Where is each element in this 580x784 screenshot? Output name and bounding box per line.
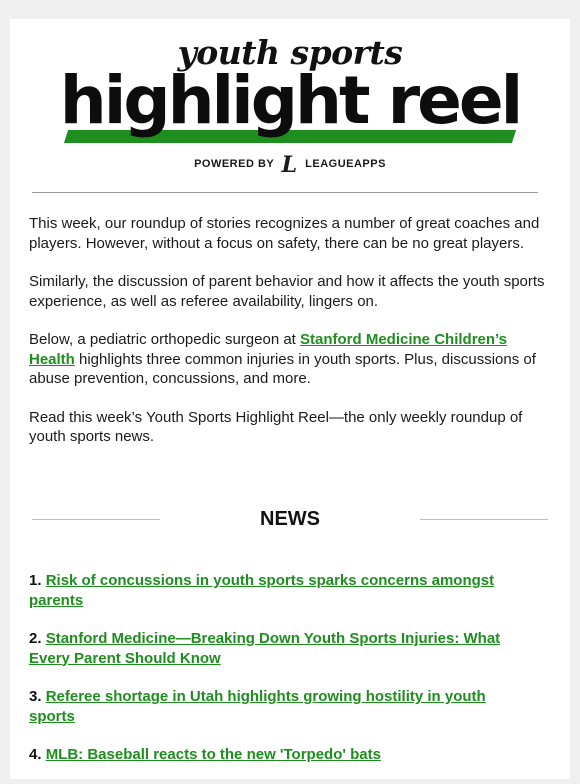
stanford-link[interactable]: Stanford Medicine Children’s Health <box>29 331 507 368</box>
intro-paragraph-1: This week, our roundup of stories recognizes a number of great coaches and players. However, without a focus on safety, there can be no great players. <box>29 215 540 252</box>
intro-paragraph-2: Similarly, the discussion of parent behavior and how it affects the youth sports experience, as well as referee availability, lingers on. <box>29 273 545 310</box>
news-item-number: 2. <box>29 630 42 647</box>
masthead-logo[interactable] <box>10 19 570 179</box>
news-divider-right <box>420 519 548 520</box>
intro-p3-text: Below, a pediatric orthopedic surgeon at <box>29 331 301 348</box>
header-divider <box>32 192 538 193</box>
intro-section <box>29 214 549 466</box>
news-item-number: 3. <box>29 688 42 705</box>
powered-by-label: POWERED BY <box>194 158 275 170</box>
news-heading: NEWS <box>260 508 320 530</box>
news-item-link[interactable]: Referee shortage in Utah highlights growing hostility in youth sports <box>29 688 486 725</box>
news-item-link[interactable]: Stanford Medicine—Breaking Down Youth Sports Injuries: What Every Parent Should Know <box>29 630 501 667</box>
brand-name: LEAGUEAPPS <box>305 158 386 170</box>
email-card <box>10 19 570 779</box>
news-list <box>29 571 529 784</box>
news-item <box>29 687 529 726</box>
news-section-header <box>10 508 570 534</box>
masthead-main-title: highlight reel <box>59 62 521 139</box>
news-item-link[interactable]: Risk of concussions in youth sports sparks concerns amongst parents <box>29 572 495 609</box>
powered-by-line <box>10 154 570 176</box>
masthead-script-title: youth sports <box>177 33 403 72</box>
leagueapps-logo-icon: L <box>281 152 298 178</box>
intro-p3-text-after: highlights three common injuries in youth sports. Plus, discussions of abuse prevention, concussions, and more. <box>29 350 536 387</box>
news-item <box>29 745 529 765</box>
intro-paragraph-4: Read this week’s Youth Sports Highlight Reel—the only weekly roundup of youth sports news. <box>29 408 523 445</box>
intro-paragraph-3 <box>29 330 549 389</box>
news-item <box>29 629 529 668</box>
news-item-number: 4. <box>29 746 42 763</box>
news-item-number: 1. <box>29 572 42 589</box>
news-item-link[interactable]: MLB: Baseball reacts to the new 'Torpedo' bats <box>45 746 381 763</box>
news-item <box>29 571 529 610</box>
